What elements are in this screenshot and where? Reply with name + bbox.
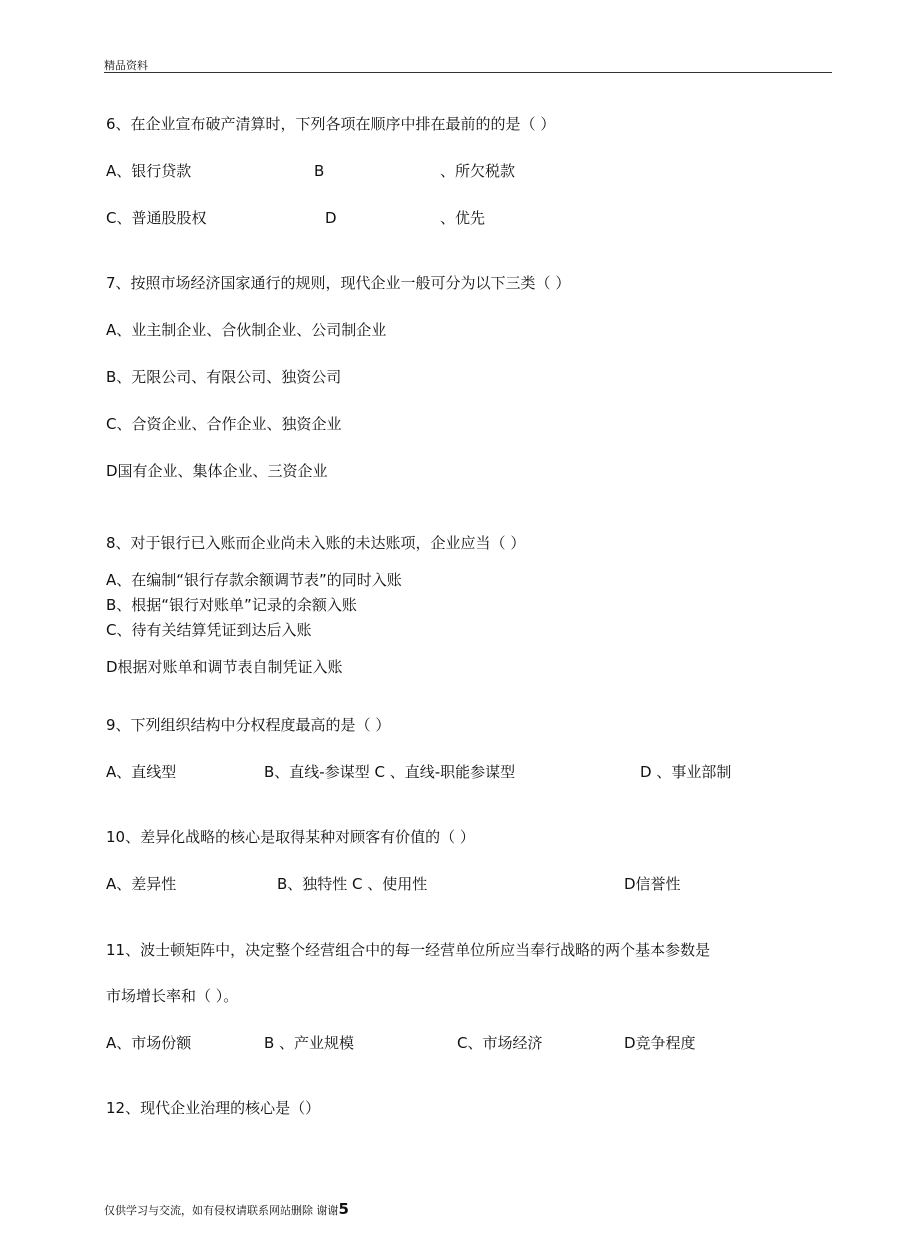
q6-stem: 6、在企业宣布破产清算时，下列各项在顺序中排在最前的的是（ ） (106, 115, 556, 133)
q7-option-b: B、无限公司、有限公司、独资公司 (106, 368, 342, 386)
q8-option-a: A、在编制“银行存款余额调节表”的同时入账 (106, 571, 402, 589)
q11-option-d: D竞争程度 (624, 1034, 696, 1052)
header-label: 精品资料 (104, 59, 148, 72)
footer (104, 1200, 349, 1218)
q10-option-bc: B、独特性 C 、使用性 (277, 875, 428, 893)
q12-stem: 12、现代企业治理的核心是（） (106, 1099, 321, 1117)
q10-option-d: D信誉性 (624, 875, 681, 893)
q11-option-c: C、市场经济 (457, 1034, 543, 1052)
q6-option-a: A、银行贷款 (106, 162, 192, 180)
header-rule (104, 72, 832, 73)
footer-note: 仅供学习与交流，如有侵权请联系网站删除 谢谢 (104, 1204, 339, 1217)
q9-option-bc: B、直线-参谋型 C 、直线-职能参谋型 (264, 763, 516, 781)
q6-option-d-text: 、优先 (440, 209, 486, 227)
q11-stem-continued: 市场增长率和（ ）。 (106, 987, 239, 1005)
q8-option-c: C、待有关结算凭证到达后入账 (106, 621, 312, 639)
q11-option-a: A、市场份额 (106, 1034, 192, 1052)
page-number: 5 (338, 1200, 349, 1218)
q11-stem: 11、波士顿矩阵中，决定整个经营组合中的每一经营单位所应当奉行战略的两个基本参数是 (106, 941, 711, 959)
q6-option-b-letter: B (314, 162, 325, 180)
q9-option-a: A、直线型 (106, 763, 177, 781)
q9-stem: 9、下列组织结构中分权程度最高的是（ ） (106, 716, 391, 734)
q7-option-a: A、业主制企业、合伙制企业、公司制企业 (106, 321, 387, 339)
q8-stem: 8、对于银行已入账而企业尚未入账的未达账项，企业应当（ ） (106, 534, 526, 552)
q7-option-c: C、合资企业、合作企业、独资企业 (106, 415, 342, 433)
q6-option-b-text: 、所欠税款 (440, 162, 516, 180)
q10-option-a: A、差异性 (106, 875, 177, 893)
q10-stem: 10、差异化战略的核心是取得某种对顾客有价值的（ ） (106, 828, 475, 846)
q6-option-d-letter: D (325, 209, 337, 227)
q9-option-d: D 、事业部制 (640, 763, 732, 781)
q11-option-b: B 、产业规模 (264, 1034, 355, 1052)
q7-option-d: D国有企业、集体企业、三资企业 (106, 462, 328, 480)
q8-option-b: B、根据“银行对账单”记录的余额入账 (106, 596, 357, 614)
q7-stem: 7、按照市场经济国家通行的规则，现代企业一般可分为以下三类（ ） (106, 274, 571, 292)
q8-option-d: D根据对账单和调节表自制凭证入账 (106, 658, 343, 676)
q6-option-c: C、普通股股权 (106, 209, 207, 227)
